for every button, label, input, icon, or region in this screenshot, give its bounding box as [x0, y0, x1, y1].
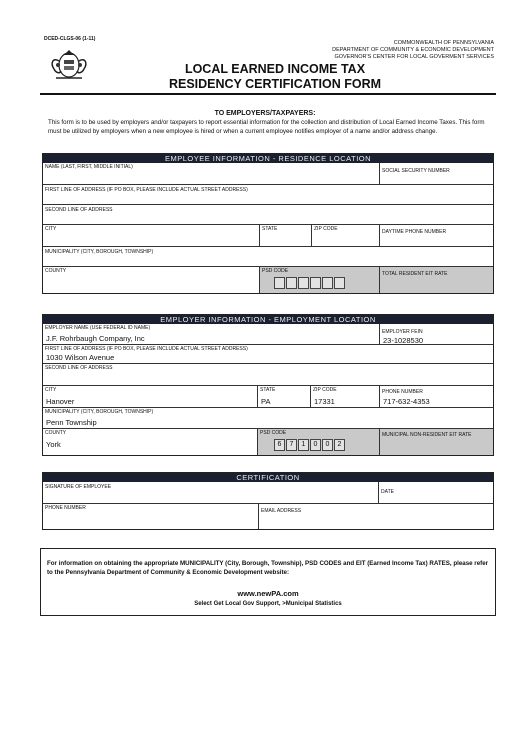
employee-zip-label: ZIP CODE	[314, 226, 338, 232]
employee-city-label: CITY	[45, 226, 57, 232]
form-subtitle: RESIDENCY CERTIFICATION FORM	[168, 77, 382, 91]
psd-digit-box[interactable]	[298, 277, 309, 289]
employer-county-value: York	[46, 440, 61, 449]
employee-zip-field[interactable]	[312, 225, 380, 247]
employer-eit-rate-label: MUNICIPAL NON-RESIDENT EIT RATE	[382, 432, 472, 438]
employee-county-label: COUNTY	[45, 268, 67, 274]
signature-label: SIGNATURE OF EMPLOYEE	[45, 484, 112, 490]
employee-address2-label: SECOND LINE OF ADDRESS	[45, 207, 113, 213]
certification-section	[42, 472, 494, 530]
employer-psd-field[interactable]	[258, 429, 380, 455]
employee-phone-field[interactable]	[380, 225, 493, 247]
psd-digit-box[interactable]: 6	[274, 439, 285, 451]
employer-address2-label: SECOND LINE OF ADDRESS	[45, 365, 113, 371]
info-text: For information on obtaining the appropriate MUNICIPALITY (City, Borough, Township), PSD CODES and EIT (Earned Income Tax) RATES, please refer to the Pennsylvania Department of Community & Economic Development website:	[47, 560, 489, 576]
agency-line-1: COMMONWEALTH OF PENNSYLVANIA	[393, 40, 494, 46]
agency-line-2: DEPARTMENT OF COMMUNITY & ECONOMIC DEVELOPMENT	[332, 47, 494, 53]
employer-fein-label: EMPLOYER FEIN	[382, 329, 423, 335]
psd-digit-box[interactable]: 0	[310, 439, 321, 451]
employer-zip-field[interactable]	[311, 386, 380, 408]
employer-state-label: STATE	[260, 387, 276, 393]
employer-zip-label: ZIP CODE	[313, 387, 337, 393]
employee-psd-label: PSD CODE	[262, 268, 289, 274]
employer-municipality-label: MUNICIPALITY (CITY, BOROUGH, TOWNSHIP)	[45, 409, 154, 415]
employer-state-value: PA	[261, 397, 271, 406]
employee-phone-label: DAYTIME PHONE NUMBER	[382, 229, 447, 235]
employer-name-value: J.F. Rohrbaugh Company, Inc	[46, 334, 145, 343]
employer-name-field[interactable]	[43, 324, 380, 345]
employee-eit-rate-field[interactable]	[380, 267, 493, 293]
employer-name-label: EMPLOYER NAME (USE FEDERAL ID NAME)	[45, 325, 151, 331]
email-field[interactable]	[259, 504, 493, 529]
employee-section	[42, 153, 494, 294]
psd-digit-box[interactable]	[310, 277, 321, 289]
employer-address1-field[interactable]	[43, 345, 493, 364]
employee-name-label: NAME (LAST, FIRST, MIDDLE INITIAL)	[45, 164, 133, 170]
employer-city-value: Hanover	[46, 397, 75, 406]
employer-city-field[interactable]	[43, 386, 258, 408]
date-field[interactable]	[379, 482, 493, 504]
employee-address1-field[interactable]	[43, 185, 493, 205]
employee-psd-boxes	[274, 277, 346, 289]
intro-text: This form is to be used by employers and/or taxpayers to report essential information for the collection and distribution of Local Earned Income Taxes. This form must be utilized by employers when a new employee is hired or when a current employee notifies employer of a name and/or address change.	[48, 119, 485, 135]
employee-ssn-label: SOCIAL SECURITY NUMBER	[382, 168, 450, 174]
certification-phone-label: PHONE NUMBER	[45, 505, 86, 511]
employer-city-label: CITY	[45, 387, 57, 393]
employer-municipality-field[interactable]	[43, 408, 493, 429]
employer-phone-value: 717-632-4353	[383, 397, 430, 406]
employer-fein-field[interactable]	[380, 324, 493, 345]
agency-block	[332, 40, 494, 61]
employee-municipality-field[interactable]	[43, 247, 493, 267]
employee-state-label: STATE	[262, 226, 278, 232]
certification-title: CERTIFICATION	[43, 473, 493, 482]
employer-address2-field[interactable]	[43, 364, 493, 386]
employee-psd-field[interactable]	[260, 267, 380, 293]
psd-digit-box[interactable]: 2	[334, 439, 345, 451]
employer-eit-rate-field[interactable]	[380, 429, 493, 455]
employee-address2-field[interactable]	[43, 205, 493, 225]
employer-section-title: EMPLOYER INFORMATION - EMPLOYMENT LOCATION	[43, 315, 493, 324]
employee-municipality-label: MUNICIPALITY (CITY, BOROUGH, TOWNSHIP)	[45, 249, 154, 255]
psd-digit-box[interactable]	[274, 277, 285, 289]
employer-section	[42, 314, 494, 456]
employer-psd-boxes	[274, 439, 346, 451]
certification-phone-field[interactable]	[43, 504, 259, 529]
employee-address1-label: FIRST LINE OF ADDRESS (IF PO BOX, PLEASE INCLUDE ACTUAL STREET ADDRESS)	[45, 187, 248, 193]
intro-heading: TO EMPLOYERS/TAXPAYERS:	[214, 110, 316, 117]
date-label: DATE	[381, 489, 394, 495]
form-code: DCED-CLGS-06 (1-11)	[44, 36, 96, 42]
psd-digit-box[interactable]	[286, 277, 297, 289]
psd-digit-box[interactable]: 7	[286, 439, 297, 451]
employer-fein-value: 23-1028530	[383, 336, 424, 345]
employee-section-title: EMPLOYEE INFORMATION - RESIDENCE LOCATION	[43, 154, 493, 163]
form-title: LOCAL EARNED INCOME TAX	[184, 62, 366, 76]
signature-field[interactable]	[43, 482, 379, 504]
website-instruction: Select Get Local Gov Support, >Municipal Statistics	[194, 601, 342, 607]
psd-digit-box[interactable]	[322, 277, 333, 289]
employee-county-field[interactable]	[43, 267, 260, 293]
employee-state-field[interactable]	[260, 225, 312, 247]
info-box	[40, 548, 496, 616]
employer-county-label: COUNTY	[45, 430, 67, 436]
website-link[interactable]: www.newPA.com	[237, 589, 299, 598]
employer-zip-value: 17331	[314, 397, 335, 406]
agency-line-3: GOVERNOR'S CENTER FOR LOCAL GOVERMENT SERVICES	[334, 54, 494, 60]
psd-digit-box[interactable]	[334, 277, 345, 289]
psd-digit-box[interactable]: 0	[322, 439, 333, 451]
employer-county-field[interactable]	[43, 429, 258, 455]
employee-name-field[interactable]	[43, 163, 380, 185]
employer-state-field[interactable]	[258, 386, 311, 408]
employer-psd-label: PSD CODE	[260, 430, 287, 436]
psd-digit-box[interactable]: 1	[298, 439, 309, 451]
employer-address1-label: FIRST LINE OF ADDRESS (IF PO BOX, PLEASE INCLUDE ACTUAL STREET ADDRESS)	[45, 346, 248, 352]
employer-address1-value: 1030 Wilson Avenue	[46, 353, 115, 362]
employer-phone-label: PHONE NUMBER	[382, 389, 423, 395]
email-label: EMAIL ADDRESS	[261, 508, 302, 514]
employee-ssn-field[interactable]	[380, 163, 493, 185]
employee-city-field[interactable]	[43, 225, 260, 247]
employer-phone-field[interactable]	[380, 386, 493, 408]
employee-eit-rate-label: TOTAL RESIDENT EIT RATE	[382, 271, 448, 277]
header-divider	[40, 93, 496, 95]
employer-municipality-value: Penn Township	[46, 418, 97, 427]
